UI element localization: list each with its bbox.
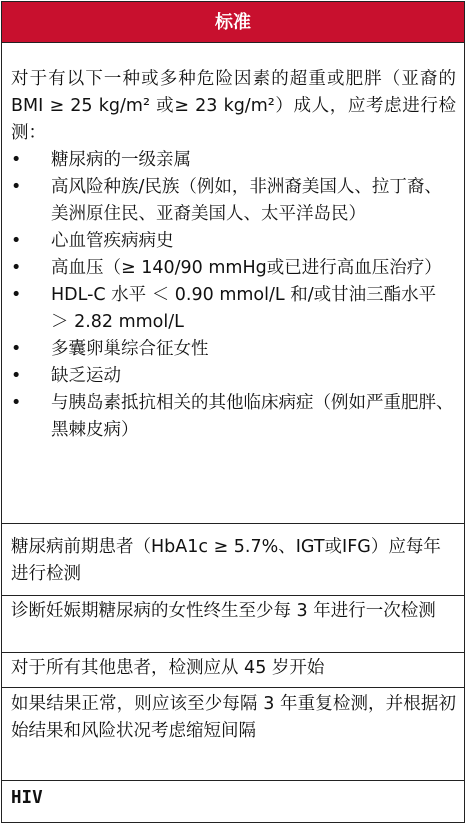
list-item: • 与胰岛素抵抗相关的其他临床病症（例如严重肥胖、黑棘皮病） [11, 390, 456, 444]
list-item: • 心血管疾病病史 [11, 228, 456, 255]
list-item: • 多囊卵巢综合征女性 [11, 336, 456, 363]
risk-factor-list [11, 147, 456, 444]
list-item: • HDL-C 水平 ＜ 0.90 mmol/L 和/或甘油三酯水平 ＞ 2.82 mmol/L [11, 282, 456, 336]
hiv-row [2, 781, 464, 821]
table-header [2, 2, 464, 43]
hiv-text: HIV [11, 788, 43, 808]
criteria-intro: 对于有以下一种或多种危险因素的超重或肥胖（亚裔的 BMI ≥ 25 kg/m² 或≥ 23 kg/m²）成人，应考虑进行检测： [11, 69, 456, 143]
prediabetes-text: 糖尿病前期患者（HbA1c ≥ 5.7%、IGT或IFG）应每年进行检测 [11, 537, 441, 584]
list-item: • 高风险种族/民族（例如，非洲裔美国人、拉丁裔、美洲原住民、亚裔美国人、太平洋岛民） [11, 174, 456, 228]
gdm-row [2, 596, 464, 653]
other-patients-text: 对于所有其他患者，检测应从 45 岁开始 [11, 658, 325, 678]
list-item: • 高血压（≥ 140/90 mmHg或已进行高血压治疗） [11, 255, 456, 282]
list-item: • 糖尿病的一级亲属 [11, 147, 456, 174]
gdm-text: 诊断妊娠期糖尿病的女性终生至少每 3 年进行一次检测 [11, 601, 436, 621]
repeat-testing-row [2, 688, 464, 781]
prediabetes-row [2, 524, 464, 596]
header-title: 标准 [215, 11, 251, 33]
other-patients-row [2, 653, 464, 688]
criteria-table [1, 1, 465, 823]
list-item: • 缺乏运动 [11, 363, 456, 390]
risk-factor-criteria-cell [2, 43, 464, 524]
repeat-testing-text: 如果结果正常，则应该至少每隔 3 年重复检测，并根据初始结果和风险状况考虑缩短间隔 [11, 694, 456, 741]
